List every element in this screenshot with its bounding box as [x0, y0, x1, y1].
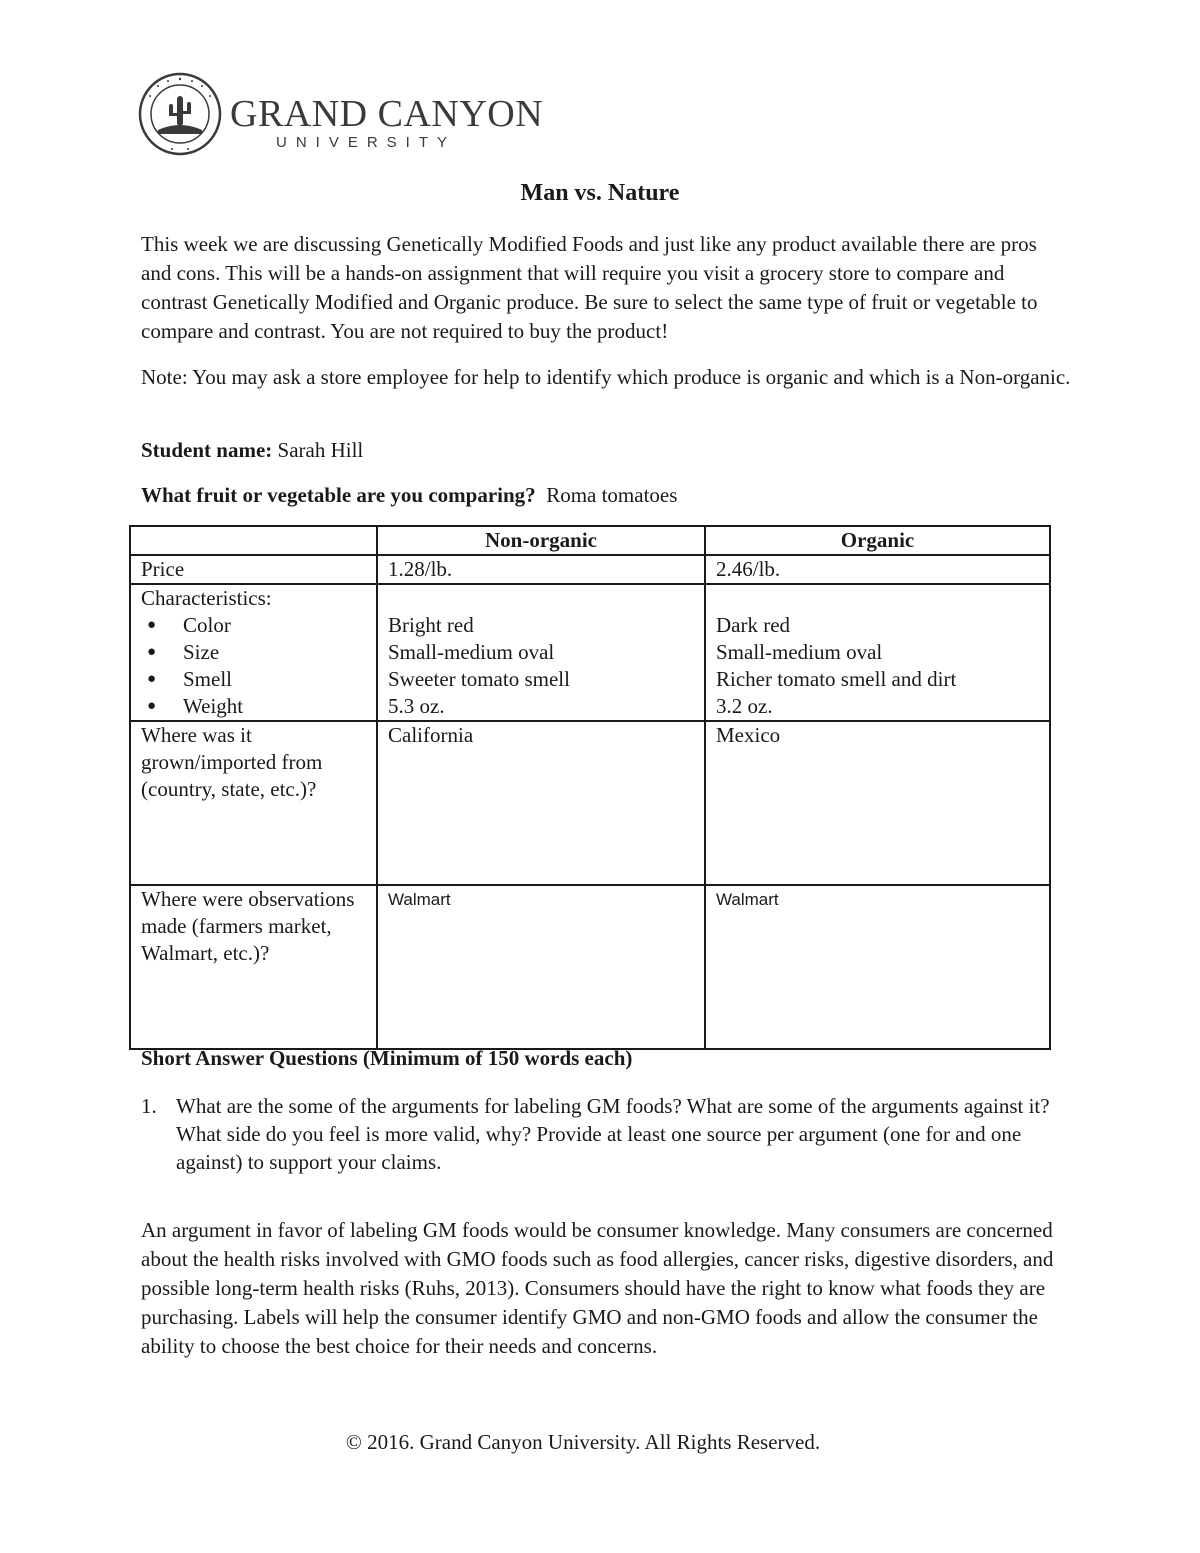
- student-name-value: Sarah Hill: [277, 438, 364, 462]
- grown-label: Where was it grown/imported from (country, state, etc.)?: [130, 721, 377, 885]
- list-item: ● Color: [183, 612, 366, 639]
- header-cell-empty: [130, 526, 377, 555]
- table-row-grown: [130, 721, 1050, 885]
- university-seal-icon: [138, 72, 222, 156]
- note-paragraph: Note: You may ask a store employee for help to identify which produce is organic and which is a Non-organic.: [141, 365, 1071, 389]
- list-item: ● Size: [183, 639, 366, 666]
- list-item: ● Smell: [183, 666, 366, 693]
- observed-organic: Walmart: [705, 885, 1050, 1049]
- answer-paragraph: An argument in favor of labeling GM foods would be consumer knowledge. Many consumers are concerned about the health risks involved with GMO foods such as food allergies, cancer risks, digestive disorders, and possible long-term health risks (Ruhs, 2013). Consumers should have the right to know what foods they are purchasing. Labels will help the consumer identify GMO and non-GMO foods and allow the consumer the ability to choose the best choice for their needs and concerns.: [141, 1218, 1054, 1358]
- characteristics-cell: [130, 584, 377, 721]
- university-logo: [138, 72, 544, 154]
- question-text: What are the some of the arguments for labeling GM foods? What are some of the arguments against it? What side do you feel is more valid, why? Provide at least one source per argument (one for and one against) to support your claims.: [176, 1094, 1050, 1174]
- non-organic-weight: 5.3 oz.: [388, 694, 445, 718]
- copyright-footer: © 2016. Grand Canyon University. All Rights Reserved.: [345, 1430, 821, 1454]
- list-item: ● Weight: [183, 693, 366, 720]
- organic-smell: Richer tomato smell and dirt: [716, 667, 957, 691]
- non-organic-size: Small-medium oval: [388, 640, 555, 664]
- observed-non-organic: Walmart: [377, 885, 705, 1049]
- grown-organic: Mexico: [705, 721, 1050, 885]
- characteristics-non-organic: [377, 584, 705, 721]
- non-organic-color: Bright red: [388, 613, 474, 637]
- grown-non-organic: California: [377, 721, 705, 885]
- price-label: Price: [130, 555, 377, 584]
- table-row-price: [130, 555, 1050, 584]
- document-title: Man vs. Nature: [520, 180, 680, 206]
- comparison-table: [129, 525, 1051, 1050]
- intro-paragraph: This week we are discussing Genetically Modified Foods and just like any product available there are pros and cons. This will be a hands-on assignment that will require you visit a grocery store to compare and contrast Genetically Modified and Organic produce. Be sure to select the same type of fruit or vegetable to compare and contrast. You are not required to buy the product!: [141, 232, 1038, 343]
- non-organic-smell: Sweeter tomato smell: [388, 667, 570, 691]
- header-cell-non-organic: Non-organic: [377, 526, 705, 555]
- organic-size: Small-medium oval: [716, 640, 883, 664]
- question-number: 1.: [141, 1094, 157, 1118]
- fruit-question-value: Roma tomatoes: [546, 483, 678, 507]
- student-name-line: [141, 436, 1071, 465]
- fruit-question-label: What fruit or vegetable are you comparing?: [141, 483, 536, 507]
- logo-name-line2: UNIVERSITY: [276, 134, 457, 151]
- table-row-observed: [130, 885, 1050, 1049]
- table-header-row: [130, 526, 1050, 555]
- price-non-organic: 1.28/lb.: [377, 555, 705, 584]
- characteristics-label: Characteristics:: [141, 586, 272, 610]
- price-organic: 2.46/lb.: [705, 555, 1050, 584]
- logo-name-line1: GRAND CANYON: [230, 93, 544, 135]
- observed-label: Where were observations made (farmers market, Walmart, etc.)?: [130, 885, 377, 1049]
- table-row-characteristics: [130, 584, 1050, 721]
- header-cell-organic: Organic: [705, 526, 1050, 555]
- organic-weight: 3.2 oz.: [716, 694, 773, 718]
- fruit-question-line: [141, 481, 1071, 510]
- organic-color: Dark red: [716, 613, 791, 637]
- characteristics-list: [141, 612, 366, 720]
- student-name-label: Student name:: [141, 438, 273, 462]
- characteristics-organic: [705, 584, 1050, 721]
- short-answer-heading: Short Answer Questions (Minimum of 150 words each): [141, 1046, 633, 1070]
